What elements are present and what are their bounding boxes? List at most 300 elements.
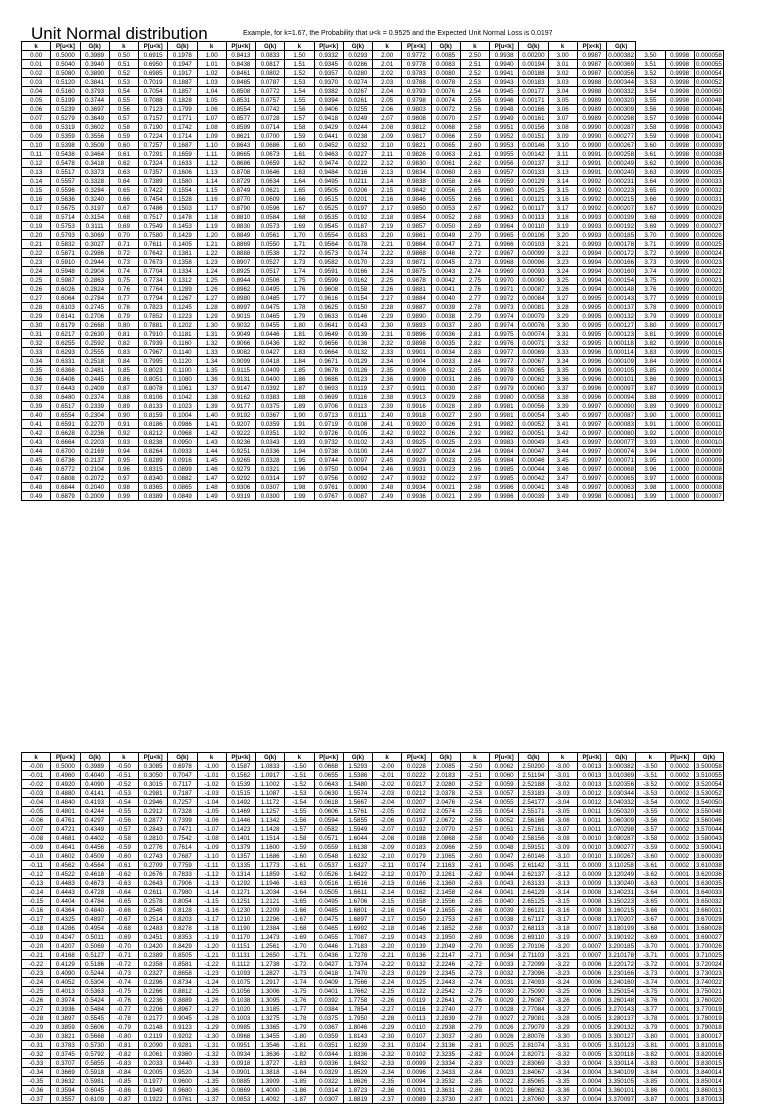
table-cell: 0.8078 [139,384,168,393]
table-cell: 0.000071 [608,456,635,464]
table-cell: 1.58 [285,123,314,132]
table-cell: 0.2630 [80,330,109,339]
table-cell: -0.52 [109,780,138,789]
table-cell: 0.2784 [80,294,109,303]
table-cell: 0.9535 [314,213,343,222]
table-cell: 0.0392 [256,384,285,393]
table-cell: 1.95 [285,456,314,465]
table-cell: 0.0048 [490,843,519,852]
table-cell: -3.65 [636,897,665,906]
table-cell: 2.1458 [431,888,460,897]
table-cell: 1.38 [197,393,226,402]
table-cell: 0.0853 [226,1095,255,1104]
table-cell: -1.05 [197,807,226,816]
table-cell: 0.9999 [665,159,694,168]
table-cell: 2.13 [373,168,402,177]
table-cell: 0.6915 [139,51,168,60]
table-cell: -3.27 [548,1005,577,1014]
table-cell: -3.67 [636,915,665,924]
table-cell: 0.000320 [608,96,635,104]
table-cell: 0.50 [109,51,138,60]
table-cell: 0.43 [22,438,51,447]
table-cell: 0.1554 [168,186,197,195]
table-cell: -1.52 [285,780,314,789]
table-cell: 0.0606 [314,807,343,816]
table-row [22,123,724,132]
table-cell: 3.97 [636,474,665,483]
table-cell: 0.7704 [139,267,168,276]
table-cell: 0.000008 [695,474,722,482]
table-cell: 2.92 [460,429,489,438]
table-cell: -3.15 [548,897,577,906]
table-cell: 0.31 [22,330,51,339]
table-cell: 0.5792 [80,1050,109,1059]
column-header: k [109,42,138,51]
table-cell: 3.94 [636,447,665,456]
table-cell: 1.45 [197,456,226,465]
table-cell: 1.23 [197,258,226,267]
table-cell: -2.30 [373,1032,402,1041]
table-cell: 0.0119 [402,996,431,1005]
table-cell: 0.9987 [577,60,606,69]
table-cell: 3.79 [636,312,665,321]
table-cell: 3.85 [636,366,665,375]
table-cell: -2.09 [373,843,402,852]
table-cell: 0.1453 [168,222,197,231]
table-cell: -0.25 [22,987,51,996]
table-cell: 2.39 [373,402,402,411]
column-header: k [22,753,51,762]
table-cell: 0.47 [22,474,51,483]
table-cell: 0.4721 [51,825,80,834]
table-cell: 0.0021 [431,483,460,492]
table-cell: 0.0328 [256,456,285,465]
table-cell: 3.740022 [695,978,722,986]
table-cell: 0.1080 [168,375,197,384]
table-cell: -1.24 [197,978,226,987]
table-cell: 0.0002 [665,789,694,798]
table-cell: -2.52 [460,780,489,789]
table-cell: 0.0001 [665,960,694,969]
table-cell: 1.84 [285,357,314,366]
table-cell: 0.000127 [608,321,635,329]
table-cell: 0.03 [22,78,51,87]
table-cell: 0.4090 [80,780,109,789]
table-cell: 1.6422 [343,870,372,879]
table-cell: -2.08 [373,834,402,843]
table-cell: 0.0001 [665,1023,694,1032]
table-cell: 2.30 [373,321,402,330]
table-cell: 0.000154 [608,276,635,284]
table-row [22,222,724,231]
table-cell: 0.0042 [431,276,460,285]
table-cell: 0.0001 [665,969,694,978]
table-cell: 0.2555 [80,348,109,357]
table-cell: 0.0001 [665,924,694,933]
table-cell: -1.53 [285,789,314,798]
table-cell: 0.9998 [665,150,694,159]
table-cell: 1.03 [197,78,226,87]
table-cell: 0.76 [109,285,138,294]
table-cell: 0.000013 [695,375,722,383]
table-cell: 2.46 [373,465,402,474]
table-cell: 0.8665 [226,150,255,159]
table-cell: 0.5987 [51,276,80,285]
table-cell: 3.08 [548,123,577,132]
table-cell: 3.83 [636,348,665,357]
table-cell: 1.37 [197,384,226,393]
table-cell: 0.0011 [577,825,606,834]
table-cell: 0.9599 [314,276,343,285]
table-cell: -2.59 [460,843,489,852]
table-cell: 1.75 [285,276,314,285]
table-cell: 0.00151 [519,132,548,141]
table-cell: 1.1773 [256,861,285,870]
table-row [22,1059,724,1068]
table-cell: 3.99 [636,492,665,501]
table-cell: 0.94 [109,447,138,456]
table-cell: 1.48 [197,483,226,492]
table-cell: 2.2839 [431,1014,460,1023]
table-cell: 3.69 [636,222,665,231]
table-cell: 0.00058 [519,393,548,402]
table-cell: 0.9998 [665,87,694,96]
table-cell: -1.02 [197,780,226,789]
table-cell: 3.250154 [608,987,635,995]
table-cell: 0.51 [109,60,138,69]
table-cell: 0.4920 [51,780,80,789]
table-cell: -0.64 [109,888,138,897]
table-cell: 2.27 [373,294,402,303]
table-cell: 0.36 [22,375,51,384]
table-cell: 2.02 [373,69,402,78]
table-cell: 0.00 [22,51,51,60]
table-cell: 0.9999 [665,186,694,195]
table-cell: 0.5606 [80,1023,109,1032]
table-cell: 3.82 [636,339,665,348]
table-cell: 0.61 [109,150,138,159]
table-cell: 0.0714 [256,123,285,132]
table-cell: 0.9826 [402,150,431,159]
table-cell: 0.9971 [490,285,519,294]
table-row [22,159,724,168]
table-cell: 0.0005 [577,1014,606,1023]
table-cell: 0.0004 [577,1077,606,1086]
table-cell: 1.09 [197,132,226,141]
table-cell: 1.24 [197,267,226,276]
table-cell: 0.9998 [665,60,694,69]
table-cell: -1.73 [285,969,314,978]
table-cell: -2.51 [460,771,489,780]
table-cell: 0.000016 [695,339,722,347]
table-cell: 0.0001 [665,996,694,1005]
table-cell: -3.53 [636,789,665,798]
table-cell: 0.0146 [402,924,431,933]
table-cell: 0.5304 [80,978,109,987]
table-cell: 0.000344 [608,78,635,86]
table-cell: 3.32 [548,339,577,348]
table-cell: 0.0202 [402,807,431,816]
table-cell: 3.700026 [695,942,722,950]
table-cell: 2.2641 [431,996,460,1005]
table-cell: 3.120249 [608,870,635,878]
table-cell: 1.8432 [343,1059,372,1068]
table-cell: 3.33 [548,348,577,357]
table-cell: 0.0634 [256,177,285,186]
table-cell: 3.770019 [695,1005,722,1013]
table-cell: -0.66 [109,906,138,915]
table-cell: 2.0476 [431,798,460,807]
table-row [22,888,724,897]
table-cell: 0.00046 [519,456,548,465]
table-cell: 0.2236 [139,996,168,1005]
table-cell: -2.71 [460,951,489,960]
table-cell: -3.05 [548,807,577,816]
table-cell: 0.6368 [51,366,80,375]
table-cell: 0.9999 [665,249,694,258]
table-cell: 0.000029 [695,204,722,212]
table-cell: 0.0197 [343,204,372,213]
table-cell: 0.8770 [226,195,255,204]
table-cell: 2.32 [373,339,402,348]
table-row [22,60,724,69]
table-cell: 1.96 [285,465,314,474]
table-cell: 0.3085 [139,762,168,771]
table-cell: 1.8143 [343,1032,372,1041]
table-cell: -0.79 [109,1023,138,1032]
table-cell: 1.7950 [343,1014,372,1023]
table-cell: 3.320118 [608,1050,634,1058]
table-cell: -0.78 [109,1014,138,1023]
table-cell: 0.0329 [314,1068,343,1077]
table-cell: 0.4207 [51,942,80,951]
table-cell: 0.000369 [608,60,635,68]
table-cell: 0.00171 [519,96,548,105]
table-cell: 0.1292 [226,879,255,888]
table-cell: 0.3154 [80,213,109,222]
table-cell: -3.32 [548,1050,577,1059]
table-cell: 0.0001 [665,1005,694,1014]
table-cell: 3.53 [636,78,665,87]
table-cell: 0.0409 [314,978,343,987]
table-cell: -3.81 [636,1041,665,1050]
table-cell: -1.21 [197,951,226,960]
table-cell: 0.0321 [256,465,285,474]
table-cell: 0.9015 [226,312,255,321]
table-cell: 0.9997 [577,474,606,483]
table-cell: 0.000008 [695,483,722,491]
table-cell: 2.64 [460,177,489,186]
table-row [22,861,724,870]
table-row [22,807,724,816]
table-cell: 0.0002 [665,762,694,771]
table-cell: 3.35 [548,366,577,375]
table-cell: 1.2738 [256,960,285,969]
table-cell: 0.0001 [665,888,694,897]
table-cell: 0.2481 [80,366,109,375]
table-cell: 0.32 [22,339,51,348]
table-cell: 3.18 [548,213,577,222]
table-cell: 0.000074 [608,447,635,455]
table-cell: 0.1038 [226,996,255,1005]
table-cell: 3.58 [636,123,665,132]
table-cell: 0.0136 [402,951,431,960]
table-cell: 3.76 [636,285,665,294]
table-cell: 0.13 [22,168,51,177]
table-cell: 0.0022 [490,1077,519,1086]
table-cell: -2.85 [460,1077,489,1086]
table-cell: -3.59 [636,843,665,852]
table-cell: -0.18 [22,924,51,933]
table-cell: 1.34 [197,357,226,366]
table-cell: 0.9996 [577,384,606,393]
table-cell: 0.5363 [80,987,109,996]
table-cell: 0.1379 [226,843,255,852]
table-cell: 0.0039 [490,906,519,915]
table-row [22,195,724,204]
table-cell: 0.0757 [256,96,285,105]
table-cell: 0.000105 [608,366,635,374]
table-cell: 0.3556 [80,132,109,141]
table-cell: 0.00117 [519,204,548,213]
table-cell: 3.650032 [695,897,722,905]
table-cell: 0.6844 [51,483,80,492]
table-cell: 2.2740 [431,1005,460,1014]
table-cell: 0.9875 [402,267,431,276]
table-cell: 3.13 [548,168,577,177]
table-cell: 0.9994 [577,276,606,285]
table-cell: 2.87 [460,384,489,393]
table-row [22,132,724,141]
table-cell: 0.0061 [431,159,460,168]
table-cell: 0.000019 [695,303,722,311]
table-cell: -3.55 [636,807,665,816]
table-cell: -1.09 [197,843,226,852]
table-cell: 0.0013 [577,762,606,771]
table-cell: 0.000223 [608,186,635,194]
table-cell: -3.37 [548,1095,577,1104]
table-cell: 0.5484 [80,1005,109,1014]
table-cell: 3.24 [548,267,577,276]
table-cell: 0.8962 [226,285,255,294]
table-cell: -0.59 [109,843,138,852]
table-cell: 0.000080 [608,429,635,437]
table-cell: 0.3557 [51,1095,80,1104]
table-cell: -1.61 [285,861,314,870]
table-cell: 0.9868 [402,249,431,258]
table-cell: 0.0187 [343,222,372,231]
table-cell: 0.0010 [577,843,606,852]
table-cell: 3.540050 [695,798,722,806]
table-cell: 3.14 [548,177,577,186]
table-cell: 0.9998 [665,96,694,105]
column-header: k [197,42,226,51]
table-cell: 3.45 [548,456,577,465]
table-cell: 0.0026 [431,429,460,438]
table-row [22,114,724,123]
table-cell: 0.9463 [314,150,343,159]
table-cell: -1.06 [197,816,226,825]
table-cell: -0.61 [109,861,138,870]
table-cell: 0.9994 [577,258,606,267]
table-cell: 0.00081 [519,303,548,312]
table-cell: 0.0027 [490,1014,519,1023]
table-cell: 3.10 [548,141,577,150]
table-row [22,915,724,924]
table-cell: 0.9934 [402,483,431,492]
table-cell: 2.03 [373,78,402,87]
table-cell: 1.8819 [343,1095,372,1104]
column-header: k [636,753,665,762]
table-cell: 0.1267 [168,294,197,303]
table-cell: 1.3727 [256,1059,285,1068]
table-cell: 0.3373 [80,168,109,177]
table-cell: 1.1514 [256,834,285,843]
table-cell: 0.000014 [695,366,722,374]
table-cell: 0.9909 [402,375,431,384]
table-cell: 2.59 [460,132,489,141]
table-cell: 0.5753 [51,222,80,231]
table-cell: 1.3909 [256,1077,285,1086]
table-cell: 0.7673 [139,258,168,267]
table-cell: 0.00129 [519,177,548,186]
table-cell: 3.73 [636,258,665,267]
table-cell: 3.31 [548,330,577,339]
table-cell: 0.9997 [577,402,606,411]
table-cell: 2.82 [460,339,489,348]
table-cell: 3.56 [636,105,665,114]
table-cell: 0.000033 [695,177,722,185]
table-cell: 2.98 [460,483,489,492]
table-cell: 1.1342 [256,816,285,825]
table-cell: 3.270143 [608,1005,635,1013]
table-cell: 0.0166 [402,879,431,888]
table-cell: 0.9893 [402,321,431,330]
column-header: k [285,42,314,51]
table-cell: 0.5832 [51,240,80,249]
table-cell: 0.0066 [431,132,460,141]
table-cell: -1.23 [197,969,226,978]
table-cell: 0.0968 [168,429,197,438]
table-cell: 0.85 [109,366,138,375]
table-cell: -2.84 [460,1068,489,1077]
table-row [22,942,724,951]
table-cell: 0.000028 [695,213,722,221]
table-cell: 0.3284 [80,186,109,195]
column-header: G(k) [431,42,460,51]
table-cell: 0.2981 [139,789,168,798]
table-cell: 0.0162 [343,276,372,285]
table-cell: 0.000258 [608,150,635,158]
table-cell: 1.60 [285,141,314,150]
table-cell: 2.86 [460,375,489,384]
table-cell: 1.5949 [343,825,372,834]
table-cell: 0.0001 [665,1059,694,1068]
column-header: P[u<k] [51,42,80,51]
table-cell: -2.37 [373,1095,402,1104]
table-cell: 0.00106 [519,231,548,240]
table-cell: 0.0409 [256,366,285,375]
table-cell: 0.21 [22,240,51,249]
table-cell: -0.02 [22,780,51,789]
table-cell: 0.9911 [402,384,431,393]
table-cell: 1.05 [197,96,226,105]
table-cell: 3.330114 [608,1059,634,1067]
table-cell: 1.6138 [343,843,372,852]
table-cell: 3.680028 [695,924,722,932]
table-cell: 3.37 [548,384,577,393]
table-cell: -2.69 [460,933,489,942]
